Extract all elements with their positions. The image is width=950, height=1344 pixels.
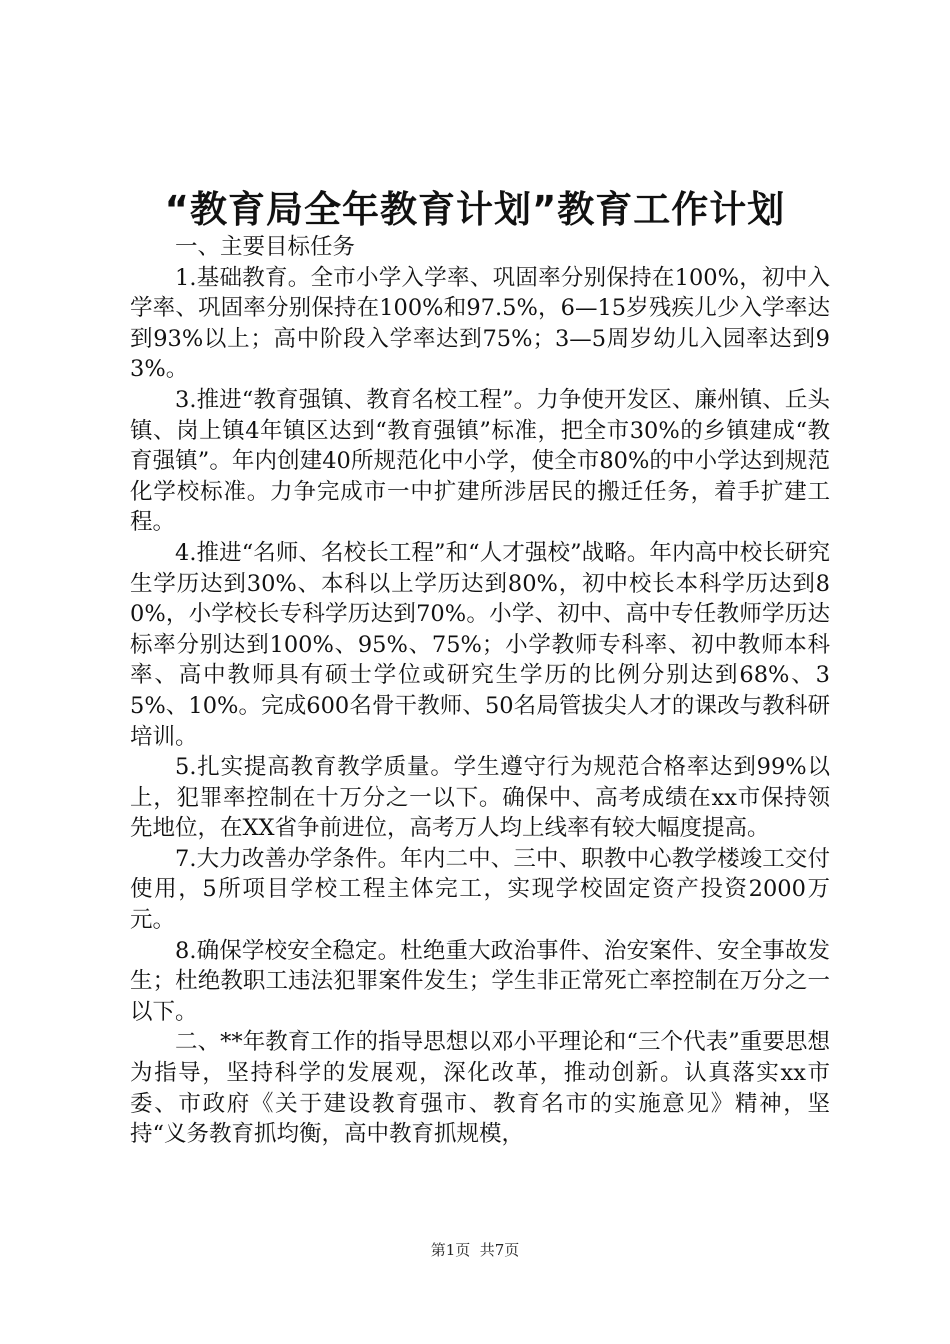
document-body (130, 232, 830, 1150)
paragraph-famous-teachers: 4.推进“名师、名校长工程”和“人才强校”战略。年内高中校长研究生学历达到30%、本科以上学历达到80%，初中校长本科学历达到80%，小学校长专科学历达到70%。小学、初中、高中专任教师学历达标率分别达到100%、95%、75%；小学教师专科率、初中教师本科率、高中教师具有硕士学位或研究生学历的比例分别达到68%、35%、10%。完成600名骨干教师、50名局管拔尖人才的课改与教科研培训。 (130, 539, 830, 750)
paragraph-school-safety: 8.确保学校安全稳定。杜绝重大政治事件、治安案件、安全事故发生；杜绝教职工违法犯罪案件发生；学生非正常死亡率控制在万分之一以下。 (130, 937, 830, 1025)
paragraph-guiding-ideology: 二、**年教育工作的指导思想以邓小平理论和“三个代表”重要思想为指导，坚持科学的发展观，深化改革，推动创新。认真落实xx市委、市政府《关于建设教育强市、教育名市的实施意见》精神，坚持“义务教育抓均衡，高中教育抓规模， (130, 1029, 830, 1148)
paragraph-school-conditions: 7.大力改善办学条件。年内二中、三中、职教中心教学楼竣工交付使用，5所项目学校工程主体完工，实现学校固定资产投资2000万元。 (130, 845, 830, 934)
paragraph-teaching-quality: 5.扎实提高教育教学质量。学生遵守行为规范合格率达到99%以上，犯罪率控制在十万分之一以下。确保中、高考成绩在xx市保持领先地位，在XX省争前进位，高考万人均上线率有较大幅度提高。 (130, 754, 830, 842)
section-heading-goals: 一、主要目标任务 (175, 234, 356, 260)
paragraph-basic-education: 1.基础教育。全市小学入学率、巩固率分别保持在100%，初中入学率、巩固率分别保持在100%和97.5%，6—15岁残疾儿少入学率达到93%以上；高中阶段入学率达到75%；3—5周岁幼儿入园率达到93%。 (130, 264, 830, 383)
page-footer (0, 1240, 950, 1260)
document-title: “教育局全年教育计划”教育工作计划 (164, 188, 786, 231)
paragraph-strong-towns: 3.推进“教育强镇、教育名校工程”。力争使开发区、廉州镇、丘头镇、岗上镇4年镇区达到“教育强镇”标准，把全市30%的乡镇建成“教育强镇”。年内创建40所规范化中小学，使全市80%的中小学达到规范化学校标准。力争完成市一中扩建所涉居民的搬迁任务，着手扩建工程。 (130, 386, 830, 536)
page-number: 第1页 共7页 (430, 1241, 520, 1259)
